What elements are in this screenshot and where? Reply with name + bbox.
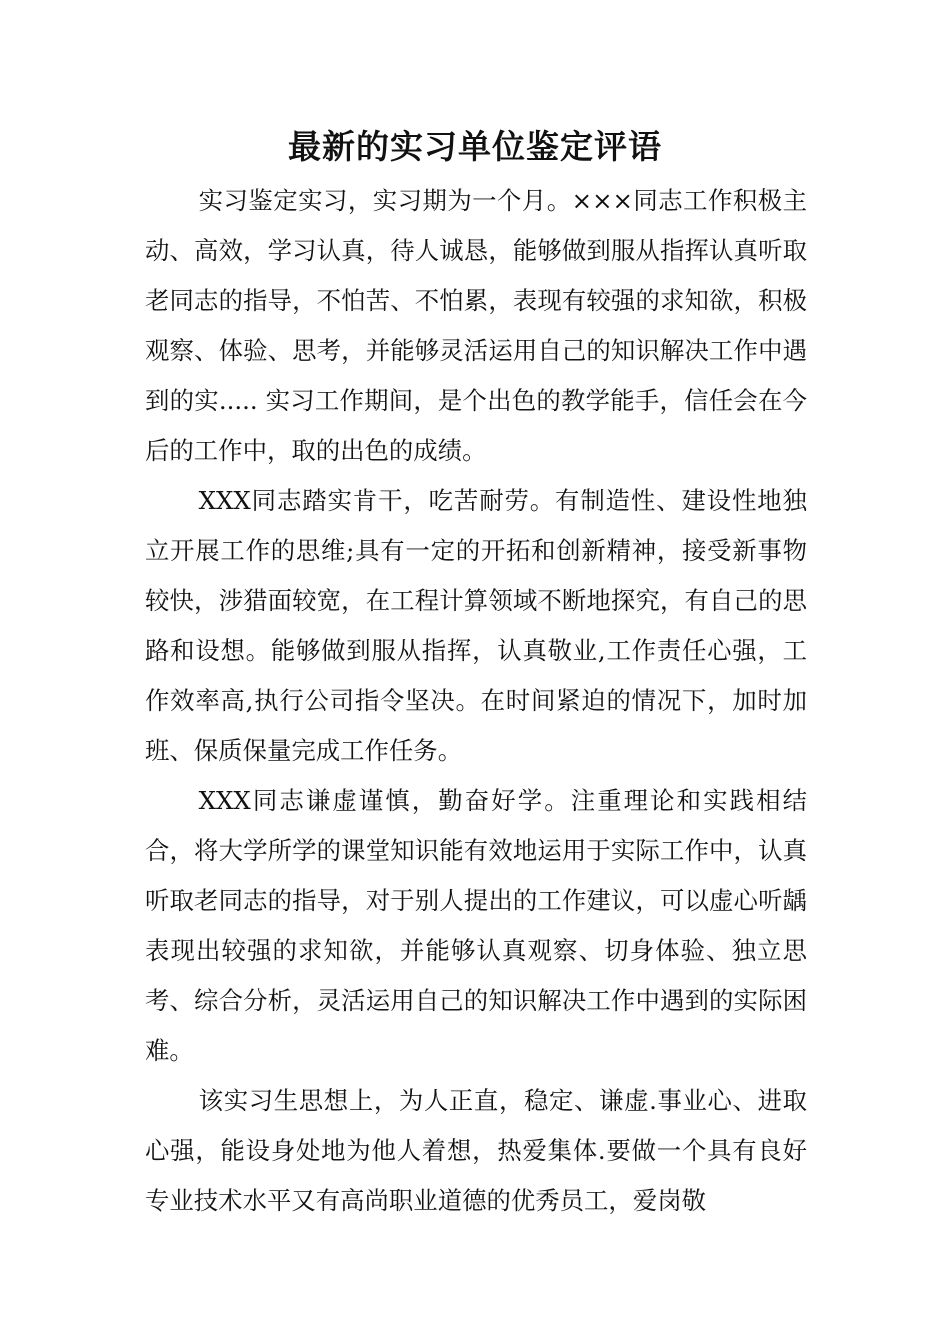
paragraph-3: XXX同志谦虚谨慎，勤奋好学。注重理论和实践相结合，将大学所学的课堂知识能有效地运用于实际工作中，认真听取老同志的指导，对于别人提出的工作建议，可以虚心听龋表现出较强的求知欲，并能够认真观察、切身体验、独立思考、综合分析，灵活运用自己的知识解决工作中遇到的实际困难。	[145, 786, 807, 1065]
paragraph-1: 实习鉴定实习，实习期为一个月。×××同志工作积极主动、高效，学习认真，待人诚恳，能够做到服从指挥认真听取老同志的指导，不怕苦、不怕累，表现有较强的求知欲，积极观察、体验、思考，并能够灵活运用自己的知识解决工作中遇到的实..... 实习工作期间，是个出色的教学能手，信任会在今后的工作中，取的出色的成绩。	[145, 186, 807, 465]
document-body	[145, 176, 807, 1226]
paragraph-2: XXX同志踏实肯干，吃苦耐劳。有制造性、建设性地独立开展工作的思维;具有一定的开拓和创新精神，接受新事物较快，涉猎面较宽，在工程计算领域不断地探究，有自己的思路和设想。能够做到服从指挥，认真敬业,工作责任心强，工作效率高,执行公司指令坚决。在时间紧迫的情况下，加时加班、保质保量完成工作任务。	[145, 486, 807, 765]
paragraph-4: 该实习生思想上，为人正直，稳定、谦虚.事业心、进取心强，能设身处地为他人着想，热爱集体.要做一个具有良好专业技术水平又有高尚职业道德的优秀员工，爱岗敬	[145, 1086, 807, 1215]
document-title: 最新的实习单位鉴定评语	[288, 127, 662, 166]
